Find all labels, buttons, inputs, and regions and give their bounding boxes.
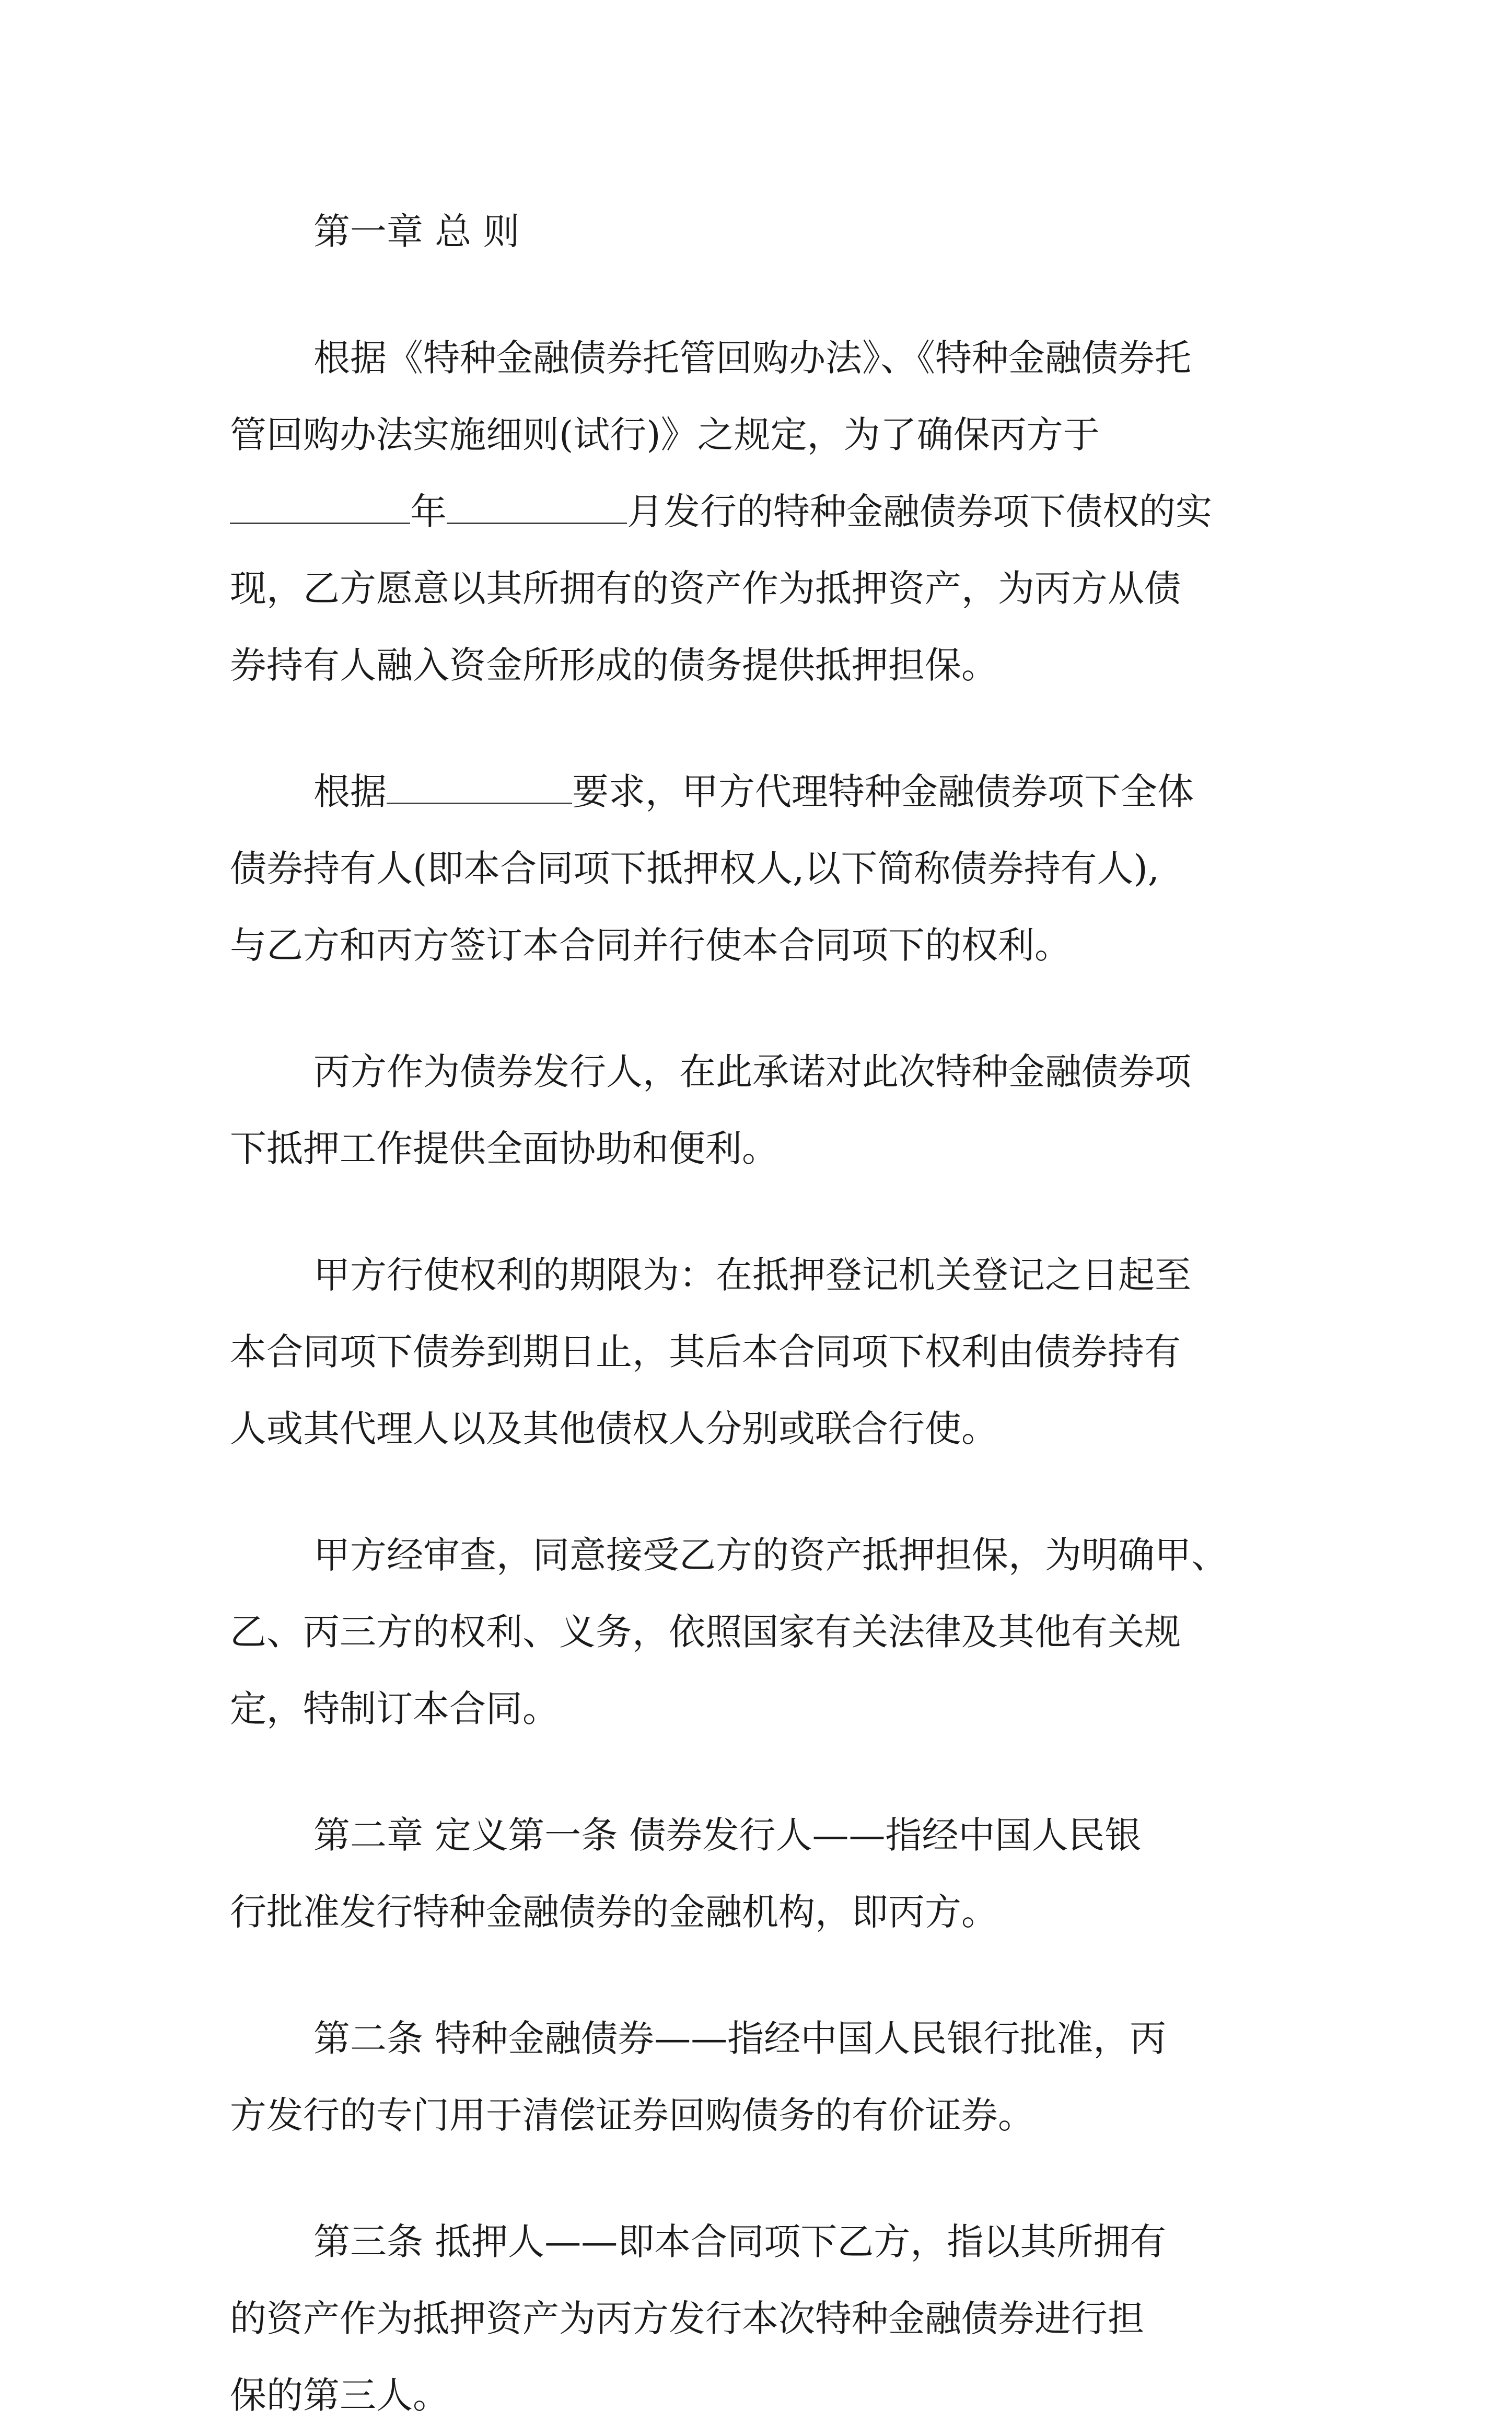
- paragraph-article-3: [230, 2204, 1327, 2434]
- paragraph-term: [230, 1237, 1327, 1467]
- text-line: 与乙方和丙方签订本合同并行使本合同项下的权利。: [230, 924, 1071, 967]
- text-line: 第二章 定义第一条 债券发行人——指经中国人民银: [313, 1814, 1142, 1857]
- paragraph-chapter-2-article-1: [230, 1797, 1327, 1951]
- paragraph-agency: [230, 754, 1327, 984]
- text-line: [230, 473, 1327, 550]
- text-line: 保的第三人。: [230, 2374, 449, 2417]
- paragraph-approval: [230, 1517, 1327, 1747]
- text-line: 定，特制订本合同。: [230, 1687, 559, 1730]
- text-line: 债券持有人(即本合同项下抵押权人,以下简称债券持有人),: [230, 847, 1160, 890]
- text-line: 第三条 抵押人——即本合同项下乙方，指以其所拥有: [313, 2220, 1167, 2263]
- paragraph-issuer-commitment: [230, 1034, 1327, 1187]
- text-line: 现，乙方愿意以其所拥有的资产作为抵押资产，为丙方从债: [230, 567, 1181, 610]
- text-line: [230, 754, 1327, 830]
- text-line: 根据《特种金融债券托管回购办法》、《特种金融债券托: [313, 337, 1191, 379]
- text-segment: 根据: [313, 770, 387, 813]
- text-segment: 月发行的特种金融债券项下债权的实: [627, 490, 1212, 533]
- text-line: 人或其代理人以及其他债权人分别或联合行使。: [230, 1407, 998, 1450]
- text-line: 乙、丙三方的权利、义务，依照国家有关法律及其他有关规: [230, 1610, 1181, 1653]
- year-blank: [230, 492, 410, 524]
- requirement-blank: [387, 772, 572, 804]
- document-body: [230, 193, 1327, 2434]
- text-line: 甲方经审查，同意接受乙方的资产抵押担保，为明确甲、: [313, 1534, 1228, 1577]
- text-line: 方发行的专门用于清偿证券回购债务的有价证券。: [230, 2094, 1034, 2137]
- text-line: 行批准发行特种金融债券的金融机构，即丙方。: [230, 1891, 998, 1933]
- text-line: 下抵押工作提供全面协助和便利。: [230, 1127, 778, 1170]
- paragraph-basis: [230, 320, 1327, 704]
- chapter-1-title: 第一章 总 则: [313, 210, 520, 253]
- text-line: 甲方行使权利的期限为：在抵押登记机关登记之日起至: [313, 1254, 1191, 1296]
- text-line: 本合同项下债券到期日止，其后本合同项下权利由债券持有: [230, 1330, 1181, 1373]
- text-line: 管回购办法实施细则(试行)》之规定，为了确保丙方于: [230, 413, 1100, 456]
- paragraph-article-2: [230, 2000, 1327, 2154]
- text-line: 丙方作为债券发行人，在此承诺对此次特种金融债券项: [313, 1050, 1191, 1093]
- month-blank: [447, 492, 627, 524]
- year-label: 年: [410, 490, 447, 533]
- text-line: 第二条 特种金融债券——指经中国人民银行批准，丙: [313, 2017, 1167, 2060]
- text-line: 的资产作为抵押资产为丙方发行本次特种金融债券进行担: [230, 2297, 1144, 2340]
- text-segment: 要求，甲方代理特种金融债券项下全体: [572, 770, 1194, 813]
- text-line: 券持有人融入资金所形成的债务提供抵押担保。: [230, 644, 998, 687]
